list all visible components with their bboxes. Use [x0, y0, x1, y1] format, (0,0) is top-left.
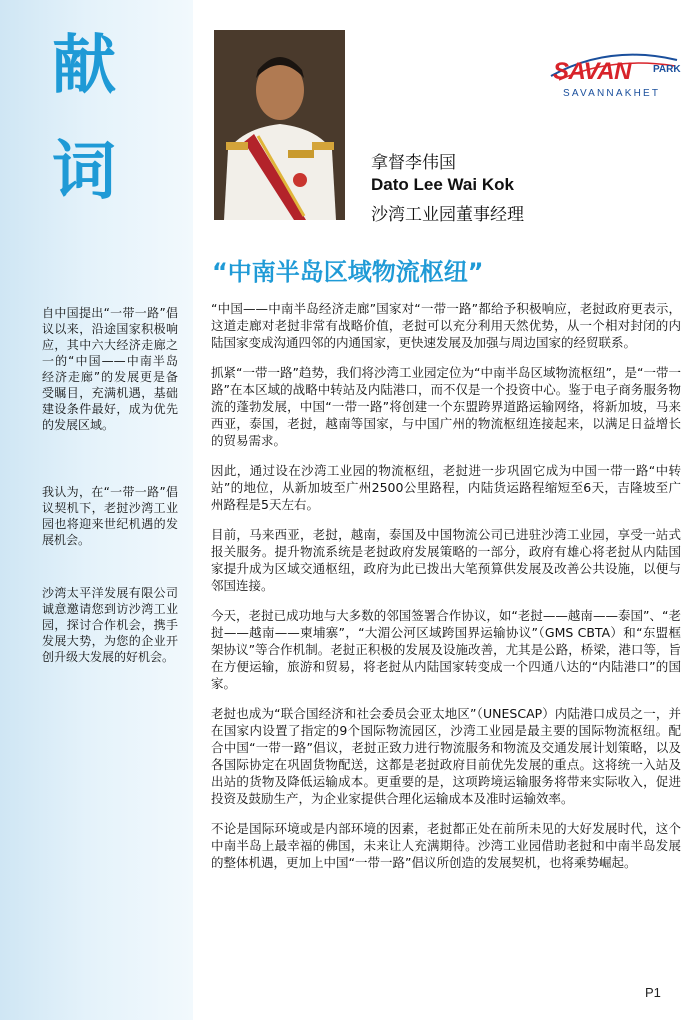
- logo-word: SAVAN: [553, 58, 631, 85]
- body-paragraph-2: 抓紧“一带一路”趋势，我们将沙湾工业园定位为“中南半岛区域物流枢纽”，是“一带一路”在本区域的战略中转站及内陆港口，而不仅是一个投资中心。鉴于电子商务服务物流的蓬勃发展，中国“一带一路”将创建一个东盟跨界道路运输网络，将新加坡，马来西亚，泰国，老挝，越南等国家，与中国广州的物流枢纽连接起来，以满足日益增长的贸易需求。: [211, 365, 681, 448]
- body-paragraph-6: 老挝也成为“联合国经济和社会委员会亚太地区”（UNESCAP）内陆港口成员之一，并在国家内设置了指定的9个国际物流园区，沙湾工业园是最主要的国际物流枢纽。配合中国“一带一路”倡议，老挝正致力进行物流服务和物流及交通发展计划策略，以及各国际协定在巩固货物配送，这都是老挝政府目前优先发展的重点。这将统一入站及出站的货物及降低运输成本。更重要的是，这项跨境运输服务将带来实际收入，促进投资及鼓励生产，为企业家提供合理化运输成本及准时运输效率。: [211, 706, 681, 806]
- page-number: P1: [645, 985, 661, 1000]
- savan-park-logo: [545, 50, 685, 110]
- title-char-ci: 词: [52, 134, 116, 209]
- sidebar-paragraph-2: 我认为，在“一带一路”倡议契机下，老挝沙湾工业园也将迎来世纪机遇的发展机会。: [42, 485, 178, 547]
- logo-suffix: PARK: [653, 64, 681, 75]
- logo-subtitle: SAVANNAKHET: [563, 88, 661, 99]
- article-headline: “中南半岛区域物流枢纽”: [212, 258, 484, 286]
- body-paragraph-1: “中国——中南半岛经济走廊”国家对“一带一路”都给予积极响应，老挝政府更表示，这道走廊对老挝非常有战略价值，老挝可以充分利用天然优势，从一个相对封闭的内陆国家变成沟通四邻的内通国家，更快速发展及加强与周边国家的经贸联系。: [211, 301, 681, 350]
- portrait-illustration: [214, 30, 345, 220]
- sidebar-paragraph-3: 沙湾太平洋发展有限公司诚意邀请您到访沙湾工业园，探讨合作机会，携手发展大势，为您的企业开创升级大发展的好机会。: [42, 586, 178, 664]
- title-char-xian: 献: [52, 28, 116, 103]
- sidebar-paragraph-1: 自中国提出“一带一路”倡议以来，沿途国家积极响应，其中六大经济走廊之一的“中国——中南半岛经济走廊”的发展更是备受瞩目，充满机遇，基础建设条件最好，成为优先的发展区域。: [42, 306, 178, 432]
- article-body: [211, 300, 681, 884]
- body-paragraph-5: 今天，老挝已成功地与大多数的邻国签署合作协议，如“老挝——越南——泰国”、“老挝——越南——柬埔寨”，“大湄公河区域跨国界运输协议”（GMS CBTA）和“东盟框架协议”等合作机制。老挝正积极的发展及设施改善，尤其是公路，桥梁，港口等，旨在方便运输，旅游和贸易，将老挝从内陆国家转变成一个四通八达的“内陆港口”的国家。: [211, 608, 681, 691]
- body-paragraph-7: 不论是国际环境或是内部环境的因素，老挝都正处在前所未见的大好发展时代，这个中南半岛上最幸福的佛国，未来让人充满期待。沙湾工业园借助老挝和中南半岛发展的整体机遇，更加上中国“一带一路”倡议所创造的发展契机，也将乘势崛起。: [211, 821, 681, 870]
- author-position: 沙湾工业园董事经理: [371, 205, 524, 225]
- body-paragraph-4: 目前，马来西亚，老挝，越南，泰国及中国物流公司已进驻沙湾工业园，享受一站式报关服务。提升物流系统是老挝政府发展策略的一部分，政府有雄心将老挝从内陆国家提升成为区域交通枢纽，政府为此已拨出大笔预算供发展及改善公共设施，以便与邻国连接。: [211, 527, 681, 593]
- body-paragraph-3: 因此，通过设在沙湾工业园的物流枢纽，老挝进一步巩固它成为中国一带一路“中转站”的地位，从新加坡至广州2500公里路程，内陆货运路程缩短至6天，吉隆坡至广州路程是5天左右。: [211, 463, 681, 512]
- author-name-english: Dato Lee Wai Kok: [371, 175, 514, 194]
- author-name-chinese: 拿督李伟国: [371, 153, 456, 173]
- author-portrait: [214, 30, 345, 220]
